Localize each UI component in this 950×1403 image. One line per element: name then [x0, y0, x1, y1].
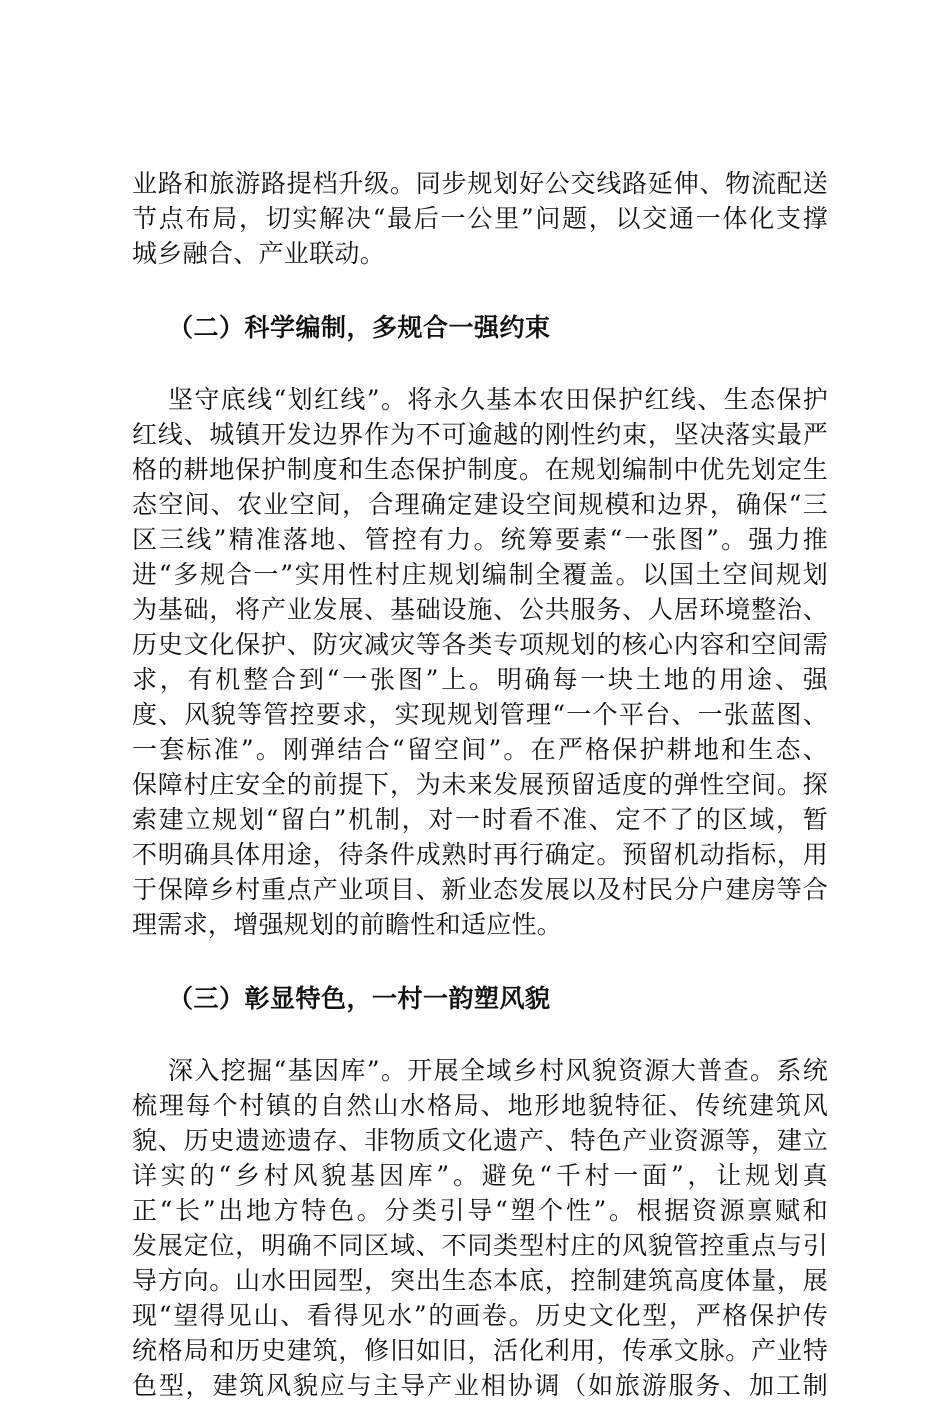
text-line: 正“长”出地方特色。分类引导“塑个性”。根据资源禀赋和	[132, 1196, 828, 1225]
text-line: 坚守底线“划红线”。将永久基本农田保护红线、生态保护	[168, 385, 828, 414]
text-line: 导方向。山水田园型，突出生态本底，控制建筑高度体量，展	[132, 1266, 828, 1295]
text-line: 态空间、农业空间，合理确定建设空间规模和边界，确保“三	[132, 490, 828, 519]
text-line: 度、风貌等管控要求，实现规划管理“一个平台、一张蓝图、	[132, 700, 828, 729]
text-line: 节点布局，切实解决“最后一公里”问题，以交通一体化支撑	[132, 204, 828, 233]
text-line: 于保障乡村重点产业项目、新业态发展以及村民分户建房等合	[132, 875, 828, 904]
text-line: 深入挖掘“基因库”。开展全域乡村风貌资源大普查。系统	[168, 1056, 828, 1085]
text-line: 详实的“乡村风貌基因库”。避免“千村一面”，让规划真	[132, 1161, 828, 1190]
section-heading-2: （二）科学编制，多规合一强约束	[168, 313, 551, 342]
text-line: 貌、历史遗迹遗存、非物质文化遗产、特色产业资源等，建立	[132, 1126, 828, 1155]
text-line: 发展定位，明确不同区域、不同类型村庄的风貌管控重点与引	[132, 1231, 828, 1260]
text-line: 统格局和历史建筑，修旧如旧，活化利用，传承文脉。产业特	[132, 1336, 828, 1365]
text-line: 求，有机整合到“一张图”上。明确每一块土地的用途、强	[132, 665, 828, 694]
text-line: 城乡融合、产业联动。	[132, 239, 386, 268]
text-line: 现“望得见山、看得见水”的画卷。历史文化型，严格保护传	[132, 1301, 828, 1330]
text-line: 红线、城镇开发边界作为不可逾越的刚性约束，坚决落实最严	[132, 420, 828, 449]
section-3-paragraph	[132, 1053, 828, 1403]
text-line: 区三线”精准落地、管控有力。统筹要素“一张图”。强力推	[132, 525, 828, 554]
text-line: 索建立规划“留白”机制，对一时看不准、定不了的区域，暂	[132, 805, 828, 834]
section-heading-3: （三）彰显特色，一村一韵塑风貌	[168, 984, 551, 1013]
text-line: 历史文化保护、防灾减灾等各类专项规划的核心内容和空间需	[132, 630, 828, 659]
text-line: 梳理每个村镇的自然山水格局、地形地貌特征、传统建筑风	[132, 1091, 828, 1120]
text-line: 格的耕地保护制度和生态保护制度。在规划编制中优先划定生	[132, 455, 828, 484]
section-2-paragraph	[132, 382, 828, 942]
text-line: 保障村庄安全的前提下，为未来发展预留适度的弹性空间。探	[132, 770, 828, 799]
text-line: 不明确具体用途，待条件成熟时再行确定。预留机动指标，用	[132, 840, 828, 869]
paragraph-continuation	[132, 166, 828, 271]
text-line: 色型，建筑风貌应与主导产业相协调（如旅游服务、加工制	[132, 1371, 828, 1400]
text-line: 一套标准”。刚弹结合“留空间”。在严格保护耕地和生态、	[132, 735, 828, 764]
document-body	[132, 166, 828, 1403]
text-line: 理需求，增强规划的前瞻性和适应性。	[132, 910, 563, 939]
text-line: 为基础，将产业发展、基础设施、公共服务、人居环境整治、	[132, 595, 828, 624]
text-line: 业路和旅游路提档升级。同步规划好公交线路延伸、物流配送	[132, 169, 828, 198]
text-line: 进“多规合一”实用性村庄规划编制全覆盖。以国土空间规划	[132, 560, 828, 589]
